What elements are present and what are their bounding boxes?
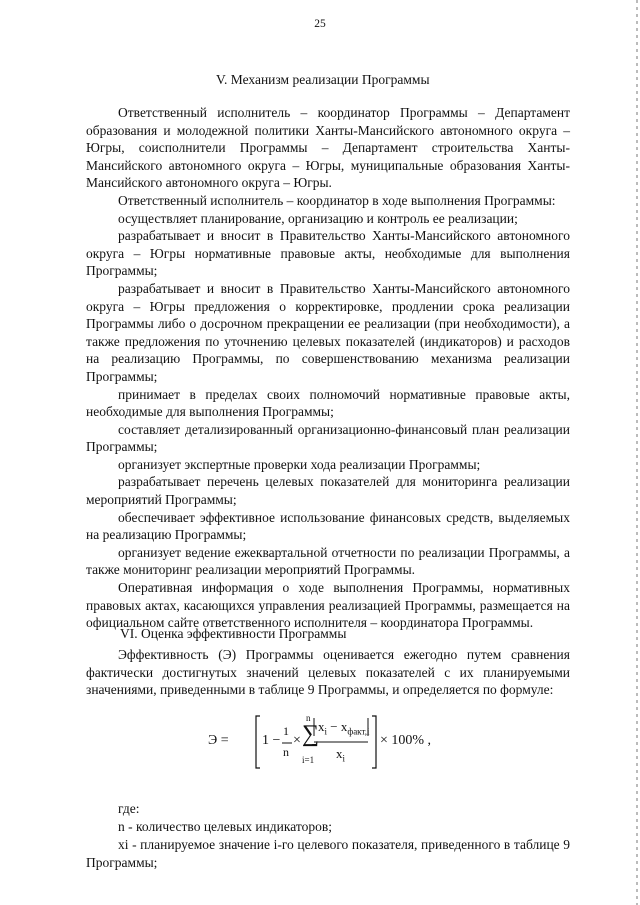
formula-frac-num: 1 xyxy=(283,724,289,738)
numer-i: i xyxy=(324,726,328,737)
formula-numerator xyxy=(318,719,369,737)
numer-x: x xyxy=(318,719,325,734)
page-number: 25 xyxy=(314,18,326,30)
denom-x: x xyxy=(336,746,343,761)
formula-frac-den: n xyxy=(283,745,289,759)
paragraph: Ответственный исполнитель – координатор Программы – Департамент образования и молодежной политики Ханты-Мансийского автономного округа – Югры, соисполнители Программы – Департамент строительства Ханты-Мансийского автономного округа – Югры, муниципальные образования Ханты-Мансийского автономного округа – Югры. xyxy=(86,105,570,191)
section-heading: V. Механизм реализации Программы xyxy=(216,72,430,87)
paragraph: Оперативная информация о ходе выполнения Программы, нормативных правовых актах, касающихся управления реализацией Программы, размещается на официальном сайте ответственного исполнителя – координатора Программы. xyxy=(86,580,570,631)
paragraph: организует ведение ежеквартальной отчетности по реализации Программы, а также мониторинг реализации мероприятий Программы. xyxy=(86,544,570,578)
definition-xi: xi - планируемое значение i-го целевого показателя, приведенного в таблице 9 Программы; xyxy=(86,837,570,870)
sum-top: n xyxy=(306,713,311,723)
section-heading: VI. Оценка эффективности Программы xyxy=(120,626,347,641)
scan-edge xyxy=(636,0,638,905)
paragraph: разрабатывает перечень целевых показателей для мониторинга реализации мероприятий Программы; xyxy=(86,474,570,508)
formula-times: × xyxy=(293,733,301,748)
paragraph: организует экспертные проверки хода реализации Программы; xyxy=(118,456,481,472)
denom-i: i xyxy=(342,753,346,764)
formula-tail: × 100% , xyxy=(380,733,432,748)
paragraph: принимает в пределах своих полномочий нормативные правовые акты, необходимые для выполнения Программы; xyxy=(86,386,570,420)
where-label: где: xyxy=(118,801,140,816)
section-intro xyxy=(86,646,570,699)
definitions xyxy=(86,800,570,872)
paragraph: обеспечивает эффективное использование финансовых средств, выделяемых на реализацию Программы; xyxy=(86,509,570,543)
paragraph: разрабатывает и вносит в Правительство Ханты-Мансийского автономного округа – Югры нормативные правовые акты, необходимые для выполнения Программы; xyxy=(86,228,570,279)
section-body xyxy=(86,104,570,632)
formula-one: 1 − xyxy=(262,733,281,748)
paragraph: составляет детализированный организационно-финансовый план реализации Программы; xyxy=(86,421,570,455)
paragraph: разрабатывает и вносит в Правительство Ханты-Мансийского автономного округа – Югры предложения о корректировке, продлении срока реализации Программы либо о досрочном прекращении ее реализации (при необходимости), а также предложения по уточнению целевых показателей (индикаторов) и расходов на реализацию Программы, по совершенствованию механизма реализации Программы; xyxy=(86,280,570,384)
numer-minus: − x xyxy=(327,719,348,734)
efficiency-formula xyxy=(208,712,450,772)
numer-sub: факт,i xyxy=(347,726,370,737)
paragraph: Ответственный исполнитель – координатор в ходе выполнения Программы: xyxy=(118,192,556,208)
definition-n: n - количество целевых индикаторов; xyxy=(118,819,332,834)
formula-denominator xyxy=(336,746,345,764)
paragraph: осуществляет планирование, организацию и контроль ее реализации; xyxy=(118,210,518,226)
sum-sign: ∑ xyxy=(302,721,320,747)
paragraph: Эффективность (Э) Программы оценивается ежегодно путем сравнения фактически достигнутых значений целевых показателей с их планируемыми значениями, приведенными в таблице 9 Программы, и определяется по формуле: xyxy=(86,647,570,698)
sum-bottom: i=1 xyxy=(302,755,315,765)
formula-lhs: Э = xyxy=(208,733,229,748)
